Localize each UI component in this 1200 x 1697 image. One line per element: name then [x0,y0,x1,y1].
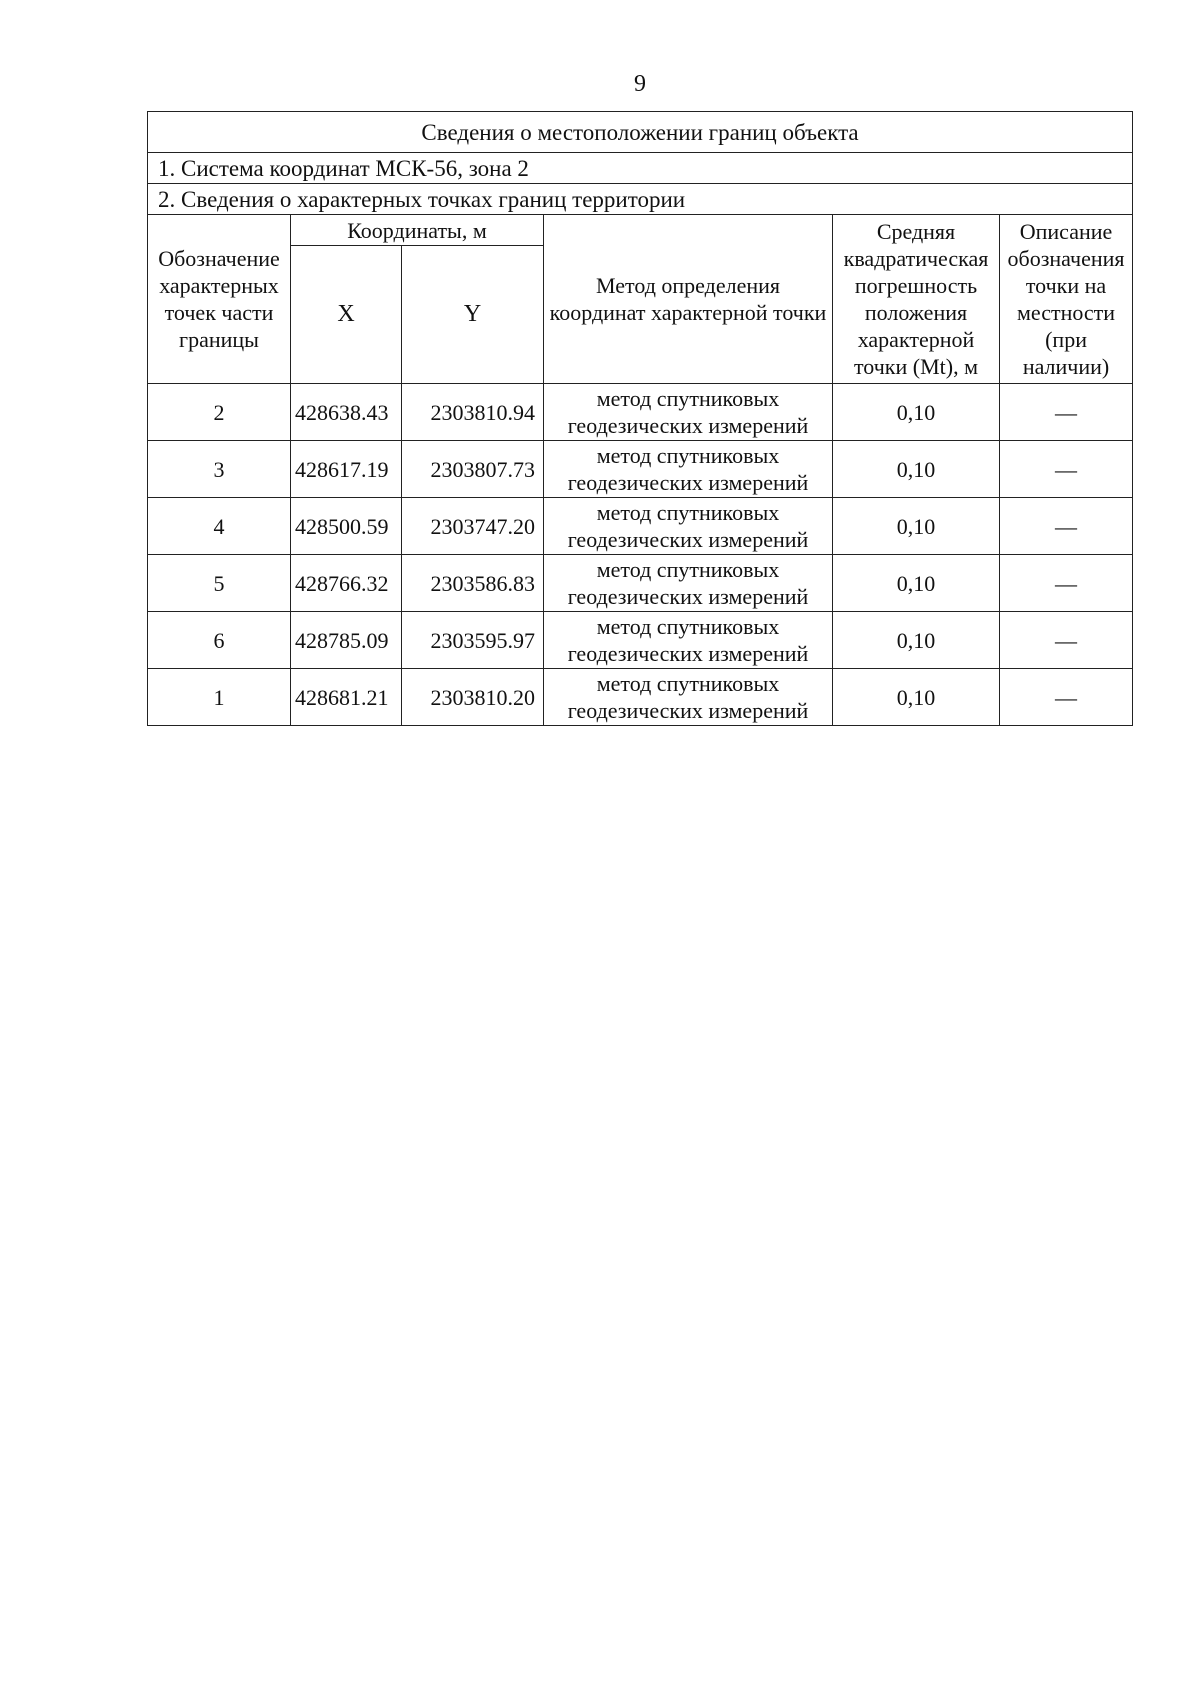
page-number: 9 [634,71,646,97]
header-y: Y [402,246,544,384]
x-value: 428766.32 [291,555,402,612]
x-value: 428617.19 [291,441,402,498]
table-body [148,112,1133,726]
error-value: 0,10 [833,384,1000,441]
point-number: 5 [148,555,291,612]
point-number: 1 [148,669,291,726]
boundary-coordinates-table [147,111,1133,726]
system-row [148,153,1133,184]
header-description: Описание обозначения точки на местности (при наличии) [1000,215,1133,384]
y-value: 2303810.20 [402,669,544,726]
table-title-row [148,112,1133,153]
description-value: — [1000,612,1133,669]
header-row-1 [148,215,1133,246]
point-number: 4 [148,498,291,555]
description-value: — [1000,384,1133,441]
error-value: 0,10 [833,498,1000,555]
coordinate-system: 1. Система координат МСК-56, зона 2 [148,153,1133,184]
table-row [148,612,1133,669]
header-coordinates: Координаты, м [291,215,544,246]
point-number: 6 [148,612,291,669]
y-value: 2303595.97 [402,612,544,669]
y-value: 2303807.73 [402,441,544,498]
table-row [148,669,1133,726]
x-value: 428638.43 [291,384,402,441]
method-value: метод спутниковых геодезических измерений [544,669,833,726]
method-value: метод спутниковых геодезических измерений [544,441,833,498]
table-title: Сведения о местоположении границ объекта [148,112,1133,153]
header-method: Метод определения координат характерной точки [544,215,833,384]
point-number: 3 [148,441,291,498]
points-info-row [148,184,1133,215]
description-value: — [1000,498,1133,555]
error-value: 0,10 [833,669,1000,726]
y-value: 2303747.20 [402,498,544,555]
error-value: 0,10 [833,441,1000,498]
table-row [148,498,1133,555]
description-value: — [1000,555,1133,612]
x-value: 428681.21 [291,669,402,726]
header-error: Средняя квадратическая погрешность положения характерной точки (Mt), м [833,215,1000,384]
table-row [148,555,1133,612]
y-value: 2303586.83 [402,555,544,612]
table-row [148,441,1133,498]
x-value: 428500.59 [291,498,402,555]
description-value: — [1000,669,1133,726]
method-value: метод спутниковых геодезических измерений [544,384,833,441]
error-value: 0,10 [833,555,1000,612]
x-value: 428785.09 [291,612,402,669]
table-row [148,384,1133,441]
method-value: метод спутниковых геодезических измерений [544,612,833,669]
method-value: метод спутниковых геодезических измерений [544,555,833,612]
y-value: 2303810.94 [402,384,544,441]
description-value: — [1000,441,1133,498]
error-value: 0,10 [833,612,1000,669]
method-value: метод спутниковых геодезических измерений [544,498,833,555]
header-x: X [291,246,402,384]
points-info: 2. Сведения о характерных точках границ территории [148,184,1133,215]
point-number: 2 [148,384,291,441]
header-designation: Обозначение характерных точек части границы [148,215,291,384]
